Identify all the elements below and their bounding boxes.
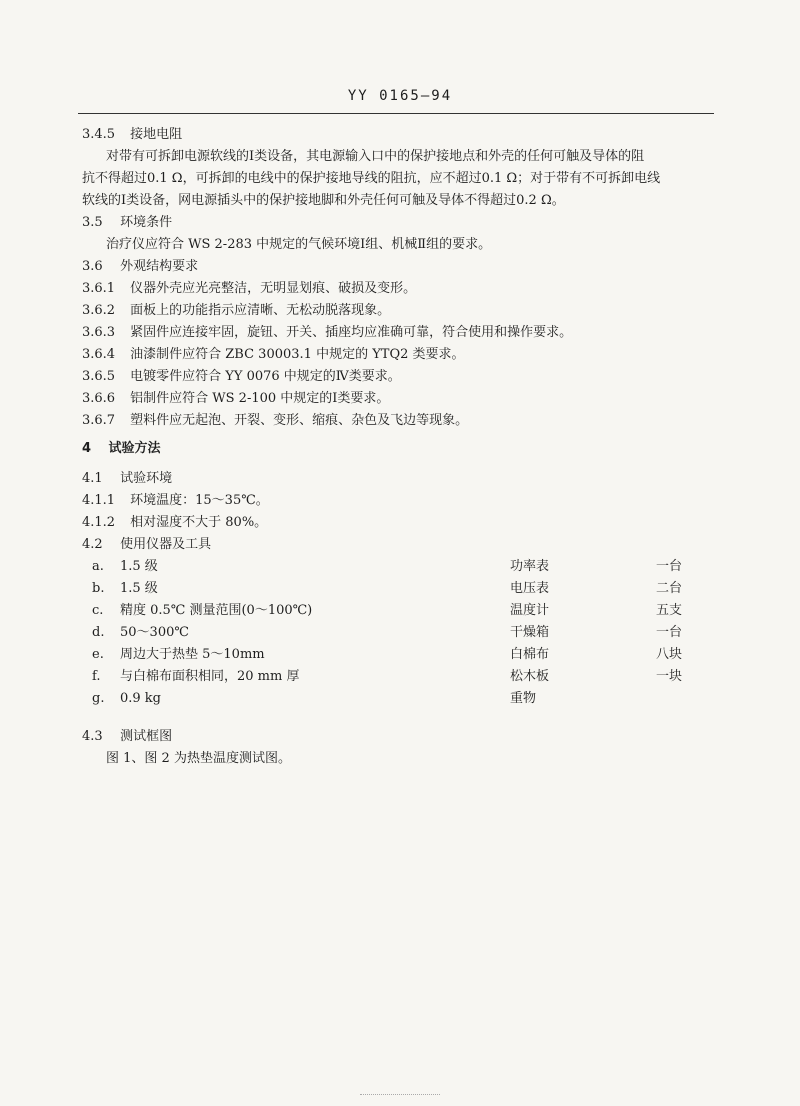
clause-number: 3.6.7: [82, 413, 116, 428]
clause-item: [82, 324, 572, 342]
clause-text: 油漆制件应符合 ZBC 30003.1 中规定的 YTQ2 类要求。: [130, 347, 465, 362]
clause-number: 4.1.2: [82, 515, 116, 530]
clause-item: [82, 346, 465, 364]
item-instrument: 功率表: [510, 559, 550, 574]
clause-item: [82, 302, 390, 320]
clause-text: 环境温度：15～35℃。: [130, 493, 269, 508]
item-quantity: 一块: [655, 669, 682, 684]
clause-number: 3.6.4: [82, 347, 116, 362]
section-4-3-title: [82, 728, 172, 746]
section-3-4-5-title: [82, 126, 182, 144]
section-heading: 外观结构要求: [120, 259, 199, 274]
clause-text: 面板上的功能指示应清晰、无松动脱落现象。: [130, 303, 391, 318]
item-quantity: 八块: [655, 647, 682, 662]
item-instrument: 白棉布: [510, 647, 550, 662]
item-letter: e.: [92, 647, 104, 662]
clause-item: [82, 492, 269, 510]
header-rule: [78, 113, 714, 114]
section-heading: 接地电阻: [130, 127, 183, 142]
item-letter: b.: [92, 581, 105, 596]
item-instrument: 电压表: [510, 581, 550, 596]
item-quantity: 五支: [655, 603, 682, 618]
clause-item: [82, 514, 267, 532]
item-letter: f.: [92, 669, 101, 684]
item-instrument: 松木板: [510, 669, 550, 684]
clause-text: 电镀零件应符合 YY 0076 中规定的Ⅳ类要求。: [130, 369, 401, 384]
section-heading: 环境条件: [120, 215, 173, 230]
section-number: 3.6: [82, 259, 103, 274]
clause-text: 塑料件应无起泡、开裂、变形、缩痕、杂色及飞边等现象。: [130, 413, 469, 428]
clause-item: [82, 280, 416, 298]
item-spec: 1.5 级: [120, 581, 158, 596]
section-number: 4.3: [82, 729, 103, 744]
item-spec: 0.9 kg: [120, 691, 162, 706]
section-heading: 使用仪器及工具: [120, 537, 212, 552]
chapter-number: 4: [82, 441, 92, 456]
clause-number: 3.6.2: [82, 303, 116, 318]
section-number: 3.5: [82, 215, 103, 230]
section-heading: 试验环境: [120, 471, 173, 486]
clause-item: [82, 412, 468, 430]
item-spec: 精度 0.5℃ 测量范围(0～100℃): [120, 603, 313, 618]
paragraph-line: 治疗仪应符合 WS 2-283 中规定的气候环境Ⅰ组、机械Ⅱ组的要求。: [106, 237, 492, 252]
chapter-heading: 试验方法: [108, 441, 161, 456]
chapter-4-title: [82, 440, 161, 458]
clause-text: 铝制件应符合 WS 2-100 中规定的Ⅰ类要求。: [130, 391, 390, 406]
clause-text: 紧固件应连接牢固，旋钮、开关、插座均应准确可靠，符合使用和操作要求。: [130, 325, 573, 340]
section-4-1-title: [82, 470, 172, 488]
item-instrument: 干燥箱: [510, 625, 550, 640]
item-spec: 与白棉布面积相同，20 mm 厚: [120, 669, 300, 684]
item-instrument: 温度计: [510, 603, 550, 618]
item-quantity: 一台: [655, 625, 682, 640]
clause-number: 3.6.6: [82, 391, 116, 406]
paragraph-line: 软线的Ⅰ类设备，网电源插头中的保护接地脚和外壳任何可触及导体不得超过0.2 Ω。: [82, 193, 565, 208]
section-heading: 测试框图: [120, 729, 173, 744]
section-3-5-title: [82, 214, 172, 232]
paragraph-line: 图 1、图 2 为热垫温度测试图。: [106, 751, 291, 766]
item-quantity: 二台: [655, 581, 682, 596]
item-quantity: 一台: [655, 559, 682, 574]
standard-number-header: YY 0165—94: [347, 88, 453, 104]
item-letter: a.: [92, 559, 104, 574]
item-spec: 周边大于热垫 5～10mm: [120, 647, 265, 662]
clause-number: 4.1.1: [82, 493, 116, 508]
section-4-2-title: [82, 536, 211, 554]
clause-number: 3.6.3: [82, 325, 116, 340]
clause-number: 3.6.5: [82, 369, 116, 384]
item-letter: c.: [92, 603, 104, 618]
clause-item: [82, 368, 401, 386]
item-letter: d.: [92, 625, 105, 640]
paragraph-line: 对带有可拆卸电源软线的Ⅰ类设备，其电源输入口中的保护接地点和外壳的任何可触及导体的阻: [106, 149, 645, 164]
section-number: 3.4.5: [82, 127, 116, 142]
paragraph-line: 抗不得超过0.1 Ω，可拆卸的电线中的保护接地导线的阻抗，应不超过0.1 Ω；对于带有不可拆卸电线: [82, 171, 661, 186]
item-spec: 50～300℃: [120, 625, 189, 640]
clause-text: 相对湿度不大于 80%。: [130, 515, 268, 530]
section-number: 4.1: [82, 471, 103, 486]
clause-text: 仪器外壳应光亮整洁，无明显划痕、破损及变形。: [130, 281, 417, 296]
item-instrument: 重物: [510, 691, 537, 706]
clause-number: 3.6.1: [82, 281, 116, 296]
item-letter: g.: [92, 691, 105, 706]
section-number: 4.2: [82, 537, 103, 552]
clause-item: [82, 390, 389, 408]
item-spec: 1.5 级: [120, 559, 158, 574]
section-3-6-title: [82, 258, 198, 276]
page-footer-mark: [360, 1094, 440, 1101]
